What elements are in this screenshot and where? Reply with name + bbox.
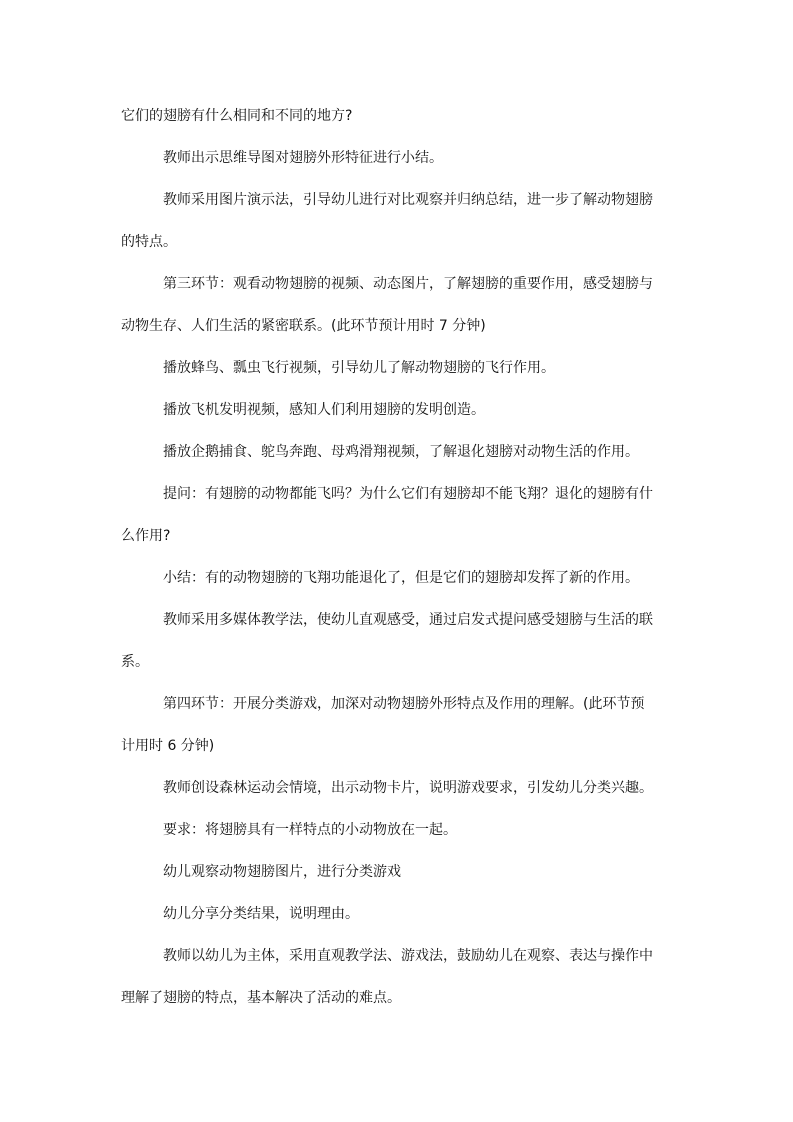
text-line: 么作用? <box>121 528 171 544</box>
text-line: 教师采用图片演示法，引导幼儿进行对比观察并归纳总结，进一步了解动物翅膀 <box>163 192 653 208</box>
text-line: 要求：将翅膀具有一样特点的小动物放在一起。 <box>163 822 457 838</box>
text-line: 计用时 6 分钟) <box>121 738 215 754</box>
text-line: 播放飞机发明视频，感知人们利用翅膀的发明创造。 <box>163 402 485 418</box>
text-line: 教师出示思维导图对翅膀外形特征进行小结。 <box>163 150 443 166</box>
text-line: 第三环节：观看动物翅膀的视频、动态图片，了解翅膀的重要作用，感受翅膀与 <box>163 276 653 292</box>
text-line: 教师创设森林运动会情境，出示动物卡片，说明游戏要求，引发幼儿分类兴趣。 <box>163 780 653 796</box>
text-line: 的特点。 <box>121 234 177 250</box>
text-line: 系。 <box>121 654 149 670</box>
text-line: 幼儿观察动物翅膀图片，进行分类游戏 <box>163 864 401 880</box>
text-line: 它们的翅膀有什么相同和不同的地方? <box>121 108 353 124</box>
document-body <box>121 104 677 1028</box>
text-line: 幼儿分享分类结果，说明理由。 <box>163 906 359 922</box>
text-line: 播放企鹅捕食、鸵鸟奔跑、母鸡滑翔视频，了解退化翅膀对动物生活的作用。 <box>163 444 639 460</box>
text-line: 理解了翅膀的特点，基本解决了活动的难点。 <box>121 990 401 1006</box>
text-line: 小结：有的动物翅膀的飞翔功能退化了，但是它们的翅膀却发挥了新的作用。 <box>163 570 639 586</box>
text-line: 教师以幼儿为主体，采用直观教学法、游戏法，鼓励幼儿在观察、表达与操作中 <box>163 948 653 964</box>
text-line: 第四环节：开展分类游戏，加深对动物翅膀外形特点及作用的理解。(此环节预 <box>163 696 645 712</box>
text-line: 提问：有翅膀的动物都能飞吗？为什么它们有翅膀却不能飞翔？退化的翅膀有什 <box>163 486 653 502</box>
text-line: 教师采用多媒体教学法，使幼儿直观感受，通过启发式提问感受翅膀与生活的联 <box>163 612 653 628</box>
text-line: 动物生存、人们生活的紧密联系。(此环节预计用时 7 分钟) <box>121 318 486 334</box>
text-line: 播放蜂鸟、瓢虫飞行视频，引导幼儿了解动物翅膀的飞行作用。 <box>163 360 555 376</box>
